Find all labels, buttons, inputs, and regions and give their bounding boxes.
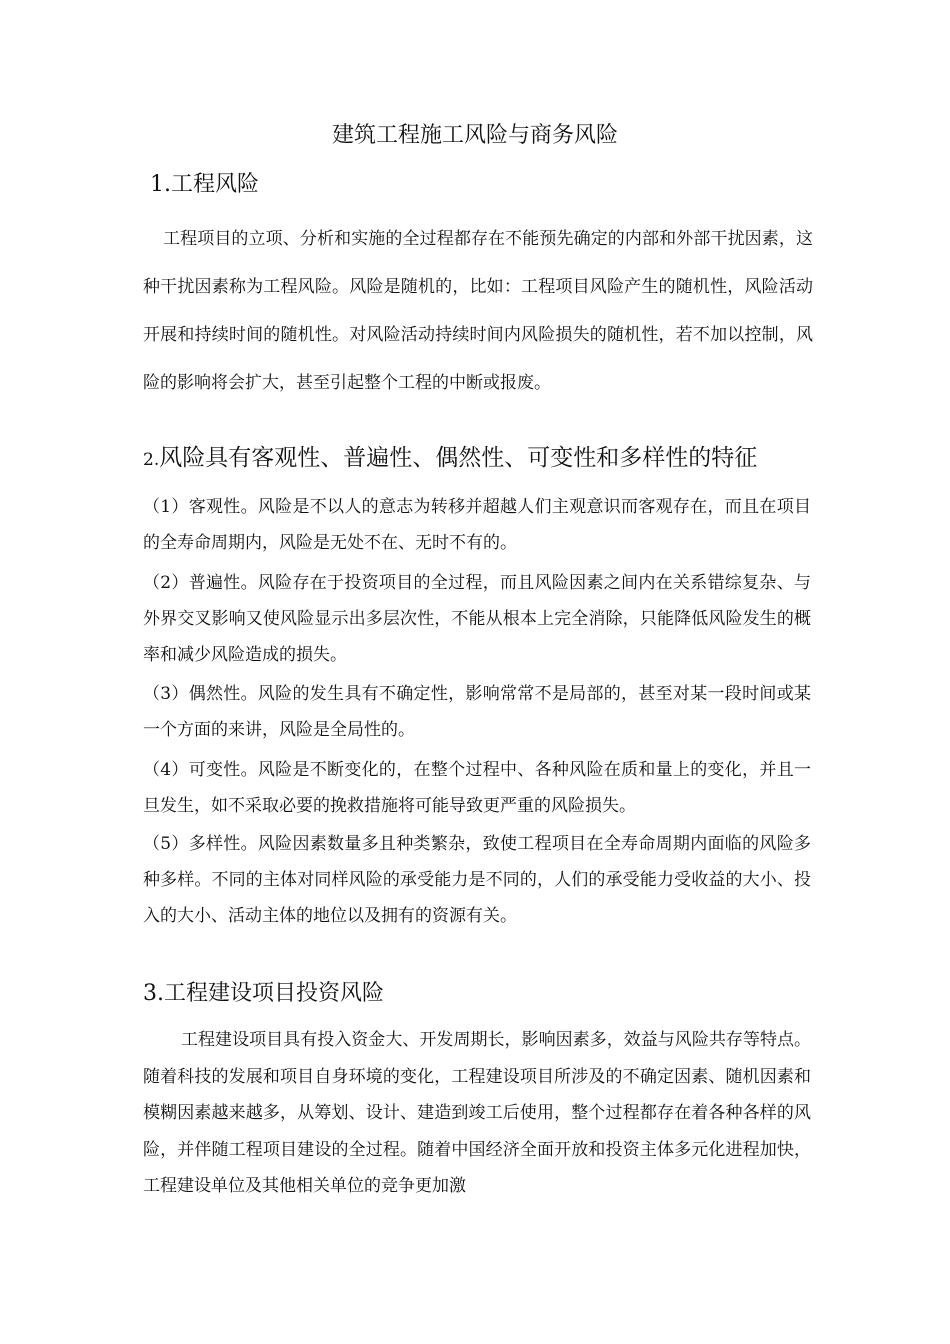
section-1-paragraph — [143, 215, 813, 407]
section-1-paragraph-text: 工程项目的立项、分析和实施的全过程都存在不能预先确定的内部和外部干扰因素，这种干扰因素称为工程风险。风险是随机的，比如：工程项目风险产生的随机性，风险活动开展和持续时间的随机性。对风险活动持续时间内风险损失的随机性，若不加以控制，风险的影响将会扩大，甚至引起整个工程的中断或报废。 — [143, 229, 813, 393]
section-1-heading: 1.工程风险 — [150, 172, 259, 197]
document-title: 建筑工程施工风险与商务风险 — [331, 123, 618, 148]
section-2-item-3: （3）偶然性。风险的发生具有不确定性，影响常常不是局部的，甚至对某一段时间或某一个方面的来讲，风险是全局性的。 — [143, 684, 811, 740]
section-2-heading-number: 2. — [143, 450, 160, 470]
section-3-heading: 3.工程建设项目投资风险 — [143, 981, 384, 1006]
section-2-item-1: （1）客观性。风险是不以人的意志为转移并超越人们主观意识而客观存在，而且在项目的全寿命周期内，风险是无处不在、无时不有的。 — [143, 497, 811, 553]
section-2-item-5: （5）多样性。风险因素数量多且种类繁杂，致使工程项目在全寿命周期内面临的风险多种多样。不同的主体对同样风险的承受能力是不同的，人们的承受能力受收益的大小、投入的大小、活动主体的地位以及拥有的资源有关。 — [143, 834, 811, 926]
section-2-item-4: （4）可变性。风险是不断变化的，在整个过程中、各种风险在质和量上的变化，并且一旦发生，如不采取必要的挽救措施将可能导致更严重的风险损失。 — [143, 760, 811, 816]
section-2-heading-text: 风险具有客观性、普遍性、偶然性、可变性和多样性的特征 — [159, 445, 758, 471]
section-2-heading — [143, 440, 757, 478]
section-3-paragraph: 工程建设项目具有投入资金大、开发周期长，影响因素多，效益与风险共存等特点。随着科技的发展和项目自身环境的变化，工程建设项目所涉及的不确定因素、随机因素和模糊因素越来越多，从筹划、设计、建造到竣工后使用，整个过程都存在着各种各样的风险，并伴随工程项目建设的全过程。随着中国经济全面开放和投资主体多元化进程加快，工程建设单位及其他相关单位的竞争更加激 — [143, 1030, 811, 1196]
section-2-item-2: （2）普遍性。风险存在于投资项目的全过程，而且风险因素之间内在关系错综复杂、与外界交叉影响又使风险显示出多层次性，不能从根本上完全消除，只能降低风险发生的概率和减少风险造成的损失。 — [143, 573, 811, 665]
